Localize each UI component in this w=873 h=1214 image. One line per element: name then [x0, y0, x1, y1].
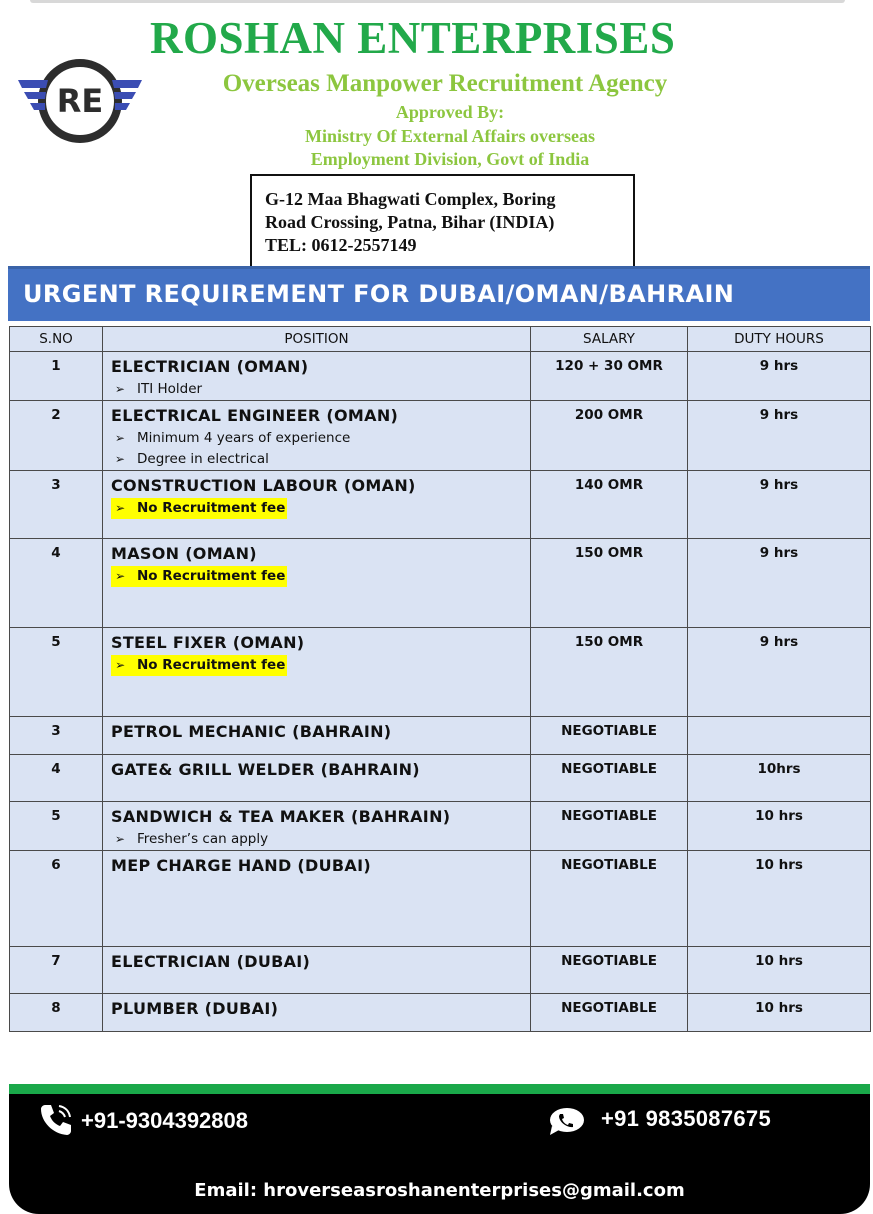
cell-sno: 2: [10, 401, 103, 471]
cell-duty-hours: 10 hrs: [688, 994, 871, 1032]
contact-footer: [9, 1094, 870, 1214]
cell-duty-hours: 10 hrs: [688, 851, 871, 947]
telephone-line: TEL: 0612-2557149: [265, 235, 417, 255]
jobs-table-body: [10, 352, 871, 1032]
table-row: [10, 994, 871, 1032]
table-row: [10, 471, 871, 539]
cell-sno: 4: [10, 755, 103, 802]
column-header-salary: SALARY: [531, 327, 688, 352]
cell-duty-hours: [688, 717, 871, 755]
arrow-bullet-icon: ➢: [111, 382, 125, 396]
note-text: ITI Holder: [137, 381, 203, 397]
cell-salary: 200 OMR: [531, 401, 688, 471]
cell-position: [103, 802, 531, 851]
position-title: ELECTRICAL ENGINEER (OMAN): [111, 406, 399, 425]
footer-stripe: [9, 1084, 870, 1094]
address-line: Road Crossing, Patna, Bihar (INDIA): [265, 212, 555, 232]
note-text: No Recruitment fee: [137, 500, 286, 516]
position-note: [111, 428, 530, 449]
arrow-bullet-icon: ➢: [111, 501, 126, 515]
address-line: G-12 Maa Bhagwati Complex, Boring: [265, 189, 556, 209]
cell-sno: 5: [10, 802, 103, 851]
position-title: ELECTRICIAN (OMAN): [111, 357, 309, 376]
note-text: Fresher’s can apply: [137, 831, 269, 847]
cell-salary: NEGOTIABLE: [531, 994, 688, 1032]
position-title: STEEL FIXER (OMAN): [111, 633, 305, 652]
position-title: PLUMBER (DUBAI): [111, 999, 279, 1018]
note-text: No Recruitment fee: [137, 657, 286, 673]
cell-position: [103, 352, 531, 401]
arrow-bullet-icon: ➢: [111, 431, 125, 445]
cell-sno: 7: [10, 947, 103, 994]
position-note: [111, 566, 530, 587]
cell-salary: NEGOTIABLE: [531, 717, 688, 755]
cell-sno: 3: [10, 471, 103, 539]
cell-duty-hours: 9 hrs: [688, 539, 871, 628]
cell-salary: NEGOTIABLE: [531, 851, 688, 947]
cell-salary: 120 + 30 OMR: [531, 352, 688, 401]
cell-position: [103, 471, 531, 539]
table-row: [10, 947, 871, 994]
cell-duty-hours: 10 hrs: [688, 947, 871, 994]
approval-authority: Ministry Of External Affairs overseas: [305, 126, 595, 146]
cell-position: [103, 947, 531, 994]
position-note: [111, 379, 530, 400]
cell-duty-hours: 10hrs: [688, 755, 871, 802]
phone-number[interactable]: +91-9304392808: [81, 1108, 248, 1133]
position-title: PETROL MECHANIC (BAHRAIN): [111, 722, 392, 741]
position-title: ELECTRICIAN (DUBAI): [111, 952, 311, 971]
position-title: CONSTRUCTION LABOUR (OMAN): [111, 476, 416, 495]
note-text: No Recruitment fee: [137, 568, 286, 584]
cell-sno: 1: [10, 352, 103, 401]
position-note: [111, 655, 530, 676]
table-row: [10, 352, 871, 401]
cell-salary: 150 OMR: [531, 539, 688, 628]
cell-sno: 3: [10, 717, 103, 755]
cell-salary: 150 OMR: [531, 628, 688, 717]
cell-duty-hours: 9 hrs: [688, 401, 871, 471]
table-header-row: [10, 327, 871, 352]
cell-position: [103, 539, 531, 628]
table-row: [10, 802, 871, 851]
whatsapp-number[interactable]: +91 9835087675: [601, 1106, 771, 1131]
position-note: [111, 498, 530, 519]
table-row: [10, 628, 871, 717]
table-row: [10, 755, 871, 802]
approval-division: Employment Division, Govt of India: [310, 149, 590, 169]
note-text: Degree in electrical: [137, 451, 269, 467]
column-header-duty-hours: DUTY HOURS: [688, 327, 871, 352]
email-address[interactable]: Email: hroverseasroshanenterprises@gmail.com: [194, 1180, 685, 1201]
cell-sno: 5: [10, 628, 103, 717]
phone-icon: [39, 1102, 73, 1136]
cell-salary: NEGOTIABLE: [531, 802, 688, 851]
position-note: [111, 829, 530, 850]
logo-text: RE: [56, 82, 104, 120]
cell-sno: 6: [10, 851, 103, 947]
position-title: MEP CHARGE HAND (DUBAI): [111, 856, 371, 875]
company-logo-icon: [18, 58, 142, 144]
table-row: [10, 851, 871, 947]
cell-salary: 140 OMR: [531, 471, 688, 539]
cell-sno: 4: [10, 539, 103, 628]
column-header-sno: S.NO: [10, 327, 103, 352]
table-row: [10, 717, 871, 755]
cell-duty-hours: 10 hrs: [688, 802, 871, 851]
position-title: GATE& GRILL WELDER (BAHRAIN): [111, 760, 420, 779]
position-note: [111, 449, 530, 470]
arrow-bullet-icon: ➢: [111, 658, 126, 672]
table-row: [10, 401, 871, 471]
column-header-position: POSITION: [103, 327, 531, 352]
cell-position: [103, 628, 531, 717]
note-text: Minimum 4 years of experience: [137, 430, 351, 446]
top-edge: [30, 0, 845, 3]
arrow-bullet-icon: ➢: [111, 452, 125, 466]
approval-heading: Approved By:: [395, 102, 505, 122]
cell-position: [103, 994, 531, 1032]
position-title: MASON (OMAN): [111, 544, 257, 563]
company-name: ROSHAN ENTERPRISES: [150, 13, 676, 63]
cell-duty-hours: 9 hrs: [688, 628, 871, 717]
arrow-bullet-icon: ➢: [111, 832, 125, 846]
cell-position: [103, 755, 531, 802]
tagline: Overseas Manpower Recruitment Agency: [222, 70, 668, 97]
cell-position: [103, 401, 531, 471]
cell-position: [103, 851, 531, 947]
cell-duty-hours: 9 hrs: [688, 352, 871, 401]
jobs-table: [9, 326, 871, 1032]
cell-position: [103, 717, 531, 755]
address-box: [250, 174, 635, 266]
cell-duty-hours: 9 hrs: [688, 471, 871, 539]
table-row: [10, 539, 871, 628]
cell-sno: 8: [10, 994, 103, 1032]
cell-salary: NEGOTIABLE: [531, 755, 688, 802]
requirement-banner: URGENT REQUIREMENT FOR DUBAI/OMAN/BAHRAIN: [8, 266, 870, 321]
position-title: SANDWICH & TEA MAKER (BAHRAIN): [111, 807, 451, 826]
whatsapp-icon: [547, 1106, 585, 1136]
cell-salary: NEGOTIABLE: [531, 947, 688, 994]
arrow-bullet-icon: ➢: [111, 569, 126, 583]
